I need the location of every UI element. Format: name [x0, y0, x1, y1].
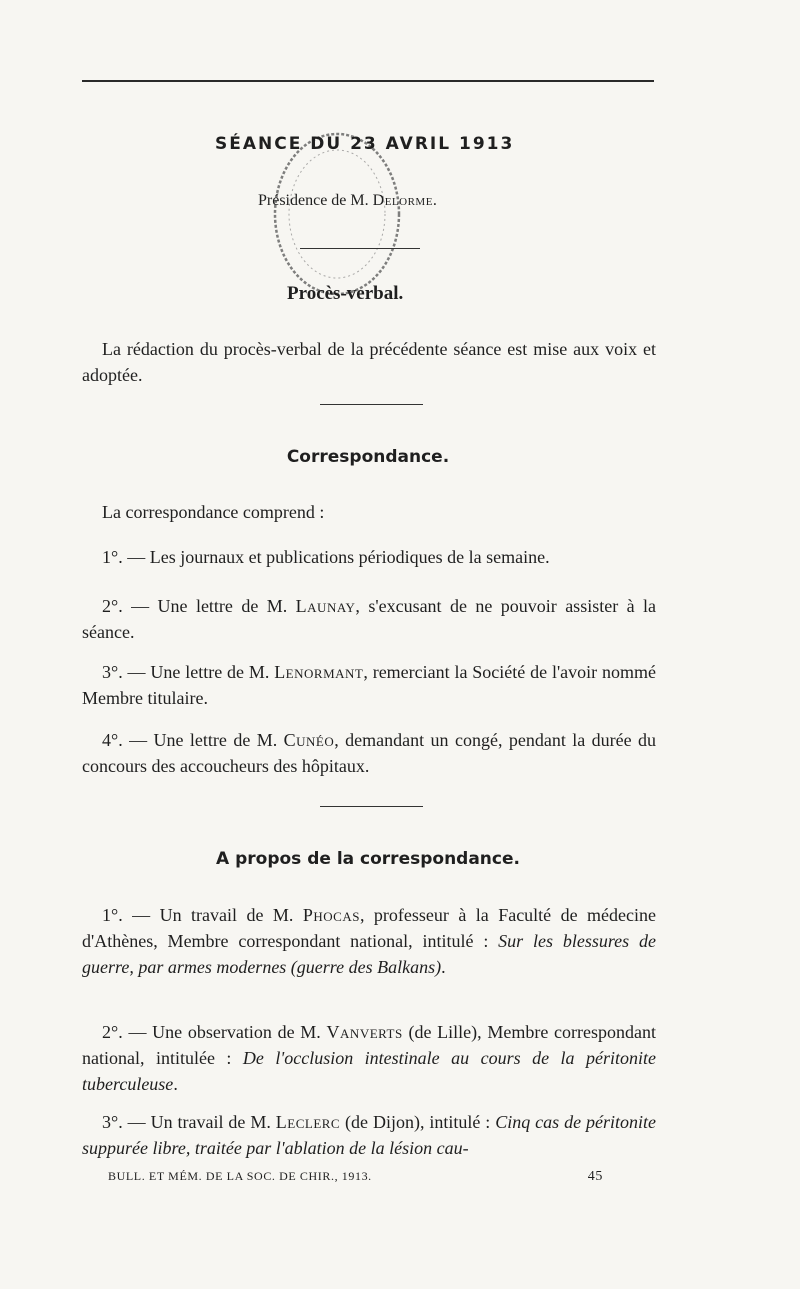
correspondance-item-3: 3°. — Une lettre de M. Lenormant, remerciant la Société de l'avoir nommé Membre titulaire. — [82, 662, 656, 708]
president-name: Delorme. — [372, 192, 438, 209]
journal-citation: BULL. ET MÉM. DE LA SOC. DE CHIR., 1913. — [108, 1169, 372, 1183]
a-propos-item-1: 1°. — Un travail de M. Phocas, professeur à la Faculté de médecine d'Athènes, Membre correspondant national, intitulé : Sur les blessures de guerre, par armes modernes (guerre des Balkans). — [82, 905, 657, 977]
person-name: Launay — [295, 596, 356, 616]
proces-verbal-paragraph: La rédaction du procès-verbal de la précédente séance est mise aux voix et adoptée. — [82, 339, 656, 385]
title-rule — [300, 248, 420, 249]
page-number: 45 — [587, 1169, 603, 1184]
correspondance-item-2: 2°. — Une lettre de M. Launay, s'excusant de ne pouvoir assister à la séance. — [82, 596, 656, 642]
section-title-proces-verbal: Procès-verbal. — [287, 283, 404, 304]
work-title: Sur les blessures de guerre, par armes modernes (guerre des Balkans) — [82, 931, 656, 977]
correspondance-item-4: 4°. — Une lettre de M. Cunéo, demandant un congé, pendant la durée du concours des accoucheurs des hôpitaux. — [82, 730, 657, 776]
section-title-correspondance: Correspondance. — [286, 447, 450, 467]
top-rule — [82, 80, 654, 82]
work-title: Cinq cas de péritonite suppurée libre, traitée par l'ablation de la lésion cau- — [82, 1112, 657, 1158]
section-title-a-propos: A propos de la correspondance. — [216, 849, 520, 869]
person-name: Vanverts — [326, 1022, 403, 1042]
page-footer — [108, 1169, 603, 1184]
presidence-line — [258, 192, 437, 210]
a-propos-item-2: 2°. — Une observation de M. Vanverts (de Lille), Membre correspondant national, intitulée : De l'occlusion intestinale au cours de la péritonite tuberculeuse. — [82, 1022, 657, 1094]
presidence-prefix: Présidence de M. — [258, 192, 369, 209]
separator-2 — [320, 806, 423, 807]
work-title: De l'occlusion intestinale au cours de la péritonite tuberculeuse — [82, 1048, 657, 1094]
session-title: SÉANCE DU 23 AVRIL 1913 — [215, 134, 515, 154]
correspondance-item-1: 1°. — Les journaux et publications périodiques de la semaine. — [102, 547, 550, 567]
person-name: Lenormant — [274, 662, 364, 682]
person-name: Phocas — [302, 905, 360, 925]
separator-1 — [320, 404, 423, 405]
a-propos-item-3: 3°. — Un travail de M. Leclerc (de Dijon), intitulé : Cinq cas de péritonite suppurée libre, traitée par l'ablation de la lésion cau- — [82, 1112, 657, 1158]
person-name: Leclerc — [275, 1112, 341, 1132]
correspondance-intro: La correspondance comprend : — [102, 502, 325, 522]
person-name: Cunéo — [283, 730, 335, 750]
